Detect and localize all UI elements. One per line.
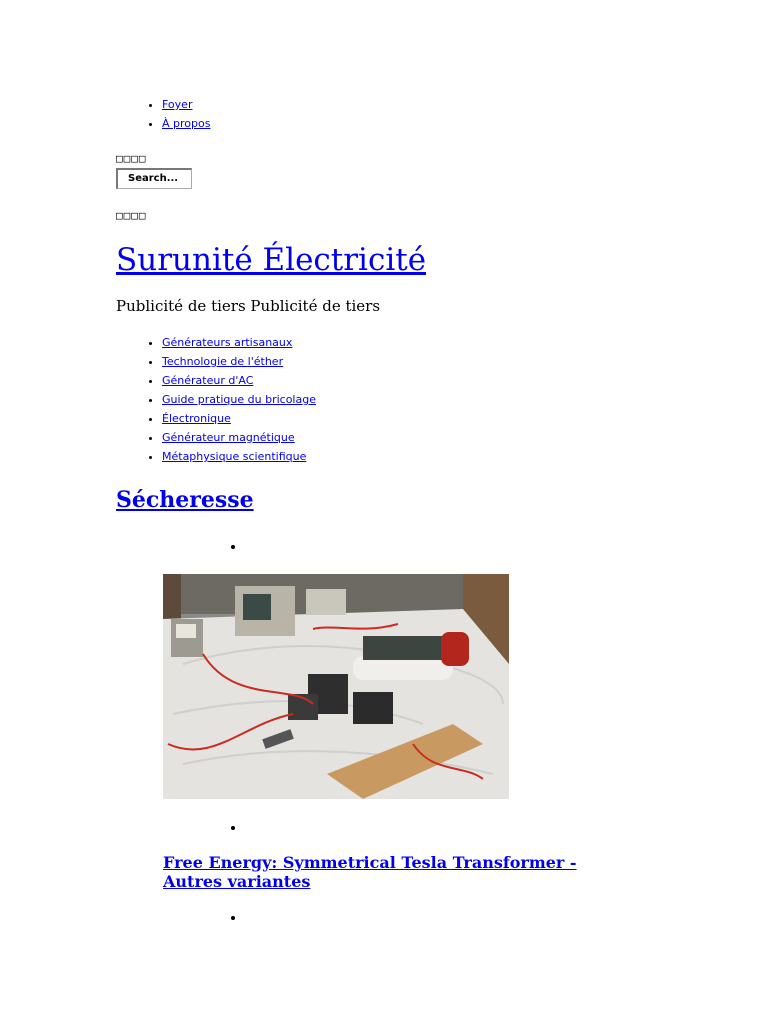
post-title-link[interactable]: Free Energy: Symmetrical Tesla Transformer - Autres variantes — [163, 853, 577, 891]
nav-item-foyer — [162, 95, 210, 114]
tesla-transformer-photo — [163, 574, 509, 799]
list-bullet — [231, 826, 235, 830]
category-link-generateur-ac[interactable]: Générateur d'AC — [162, 374, 254, 387]
search-input[interactable]: Search... — [116, 168, 192, 189]
post-thumbnail[interactable] — [163, 574, 509, 799]
category-item — [162, 333, 316, 352]
list-bullet — [231, 545, 235, 549]
section-title-link[interactable]: Sécheresse — [116, 487, 254, 513]
list-bullet — [231, 916, 235, 920]
site-title-link[interactable]: Surunité Électricité — [116, 242, 427, 278]
category-link-metaphysique[interactable]: Métaphysique scientifique — [162, 450, 307, 463]
category-item — [162, 428, 316, 447]
post-title — [163, 853, 623, 891]
category-item — [162, 390, 316, 409]
site-tagline: Publicité de tiers Publicité de tiers — [116, 297, 381, 315]
missing-glyph-text: □□□□ — [116, 152, 147, 165]
category-item — [162, 371, 316, 390]
category-link-generateurs-artisanaux[interactable]: Générateurs artisanaux — [162, 336, 293, 349]
category-link-generateur-magnetique[interactable]: Générateur magnétique — [162, 431, 295, 444]
category-item — [162, 352, 316, 371]
nav-link-foyer[interactable]: Foyer — [162, 98, 193, 111]
category-nav — [140, 333, 316, 466]
section-title — [116, 484, 254, 516]
nav-link-a-propos[interactable]: À propos — [162, 117, 211, 130]
missing-glyph-text: □□□□ — [116, 209, 147, 222]
category-link-electronique[interactable]: Électronique — [162, 412, 231, 425]
site-title — [116, 238, 426, 282]
category-item — [162, 409, 316, 428]
category-link-guide-bricolage[interactable]: Guide pratique du bricolage — [162, 393, 316, 406]
category-item — [162, 447, 316, 466]
nav-item-a-propos — [162, 114, 210, 133]
top-nav — [140, 95, 210, 133]
category-link-technologie-ether[interactable]: Technologie de l'éther — [162, 355, 284, 368]
